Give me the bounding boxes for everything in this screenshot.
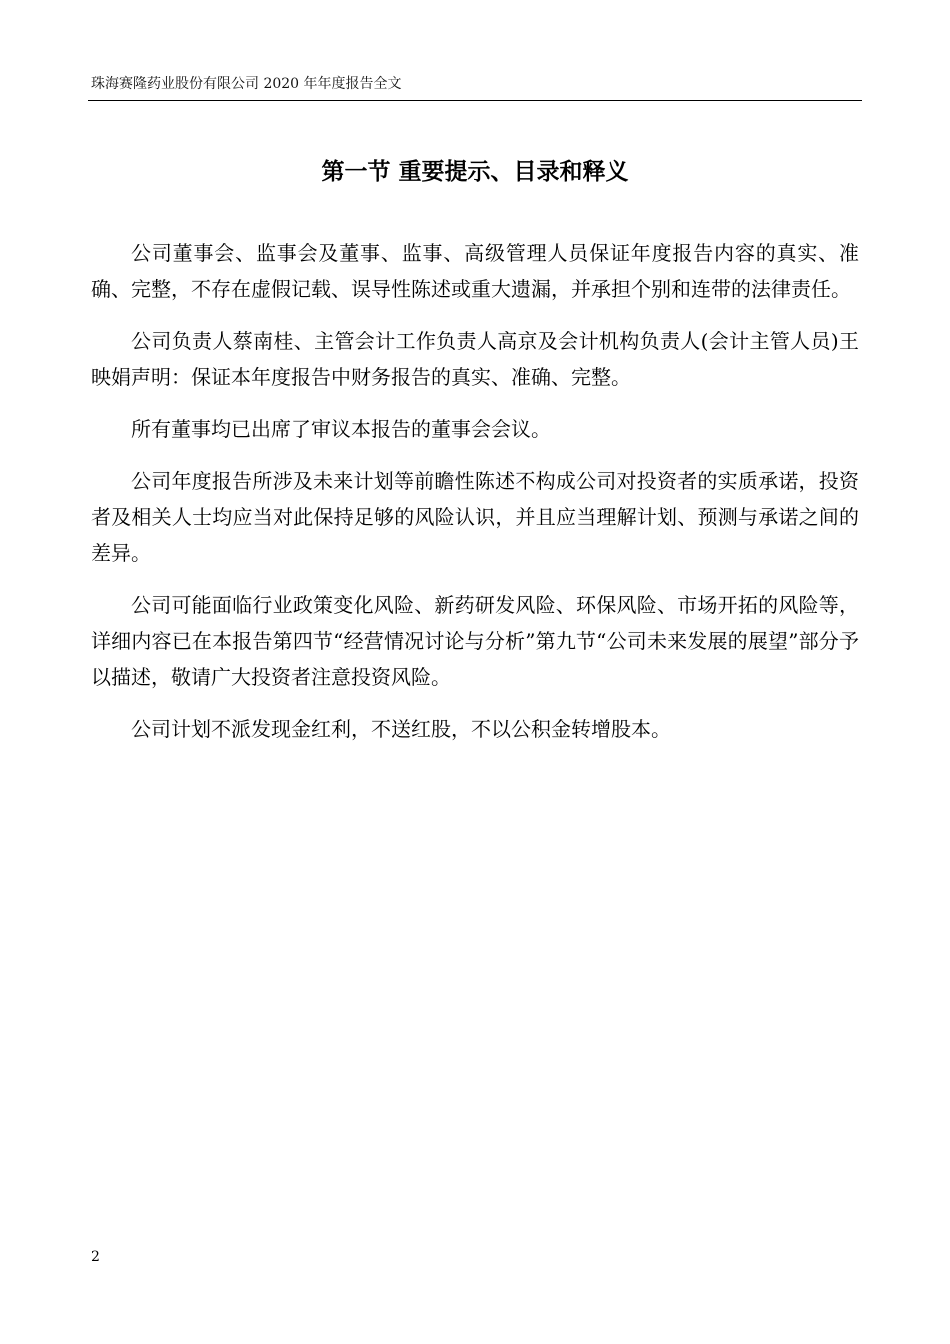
paragraph-board-attendance: 所有董事均已出席了审议本报告的董事会会议。 [131,417,551,441]
paragraph-dividend-plan: 公司计划不派发现金红利，不送红股，不以公积金转增股本。 [131,717,671,741]
page-number: 2 [91,1249,100,1265]
body-text [91,235,859,763]
paragraph-forward-looking: 公司年度报告所涉及未来计划等前瞻性陈述不构成公司对投资者的实质承诺，投资者及相关人士均应当对此保持足够的风险认识，并且应当理解计划、预测与承诺之间的差异。 [91,469,859,565]
header-rule [88,100,862,101]
section-title: 第一节 重要提示、目录和释义 [321,158,629,185]
paragraph-responsibility-statement: 公司董事会、监事会及董事、监事、高级管理人员保证年度报告内容的真实、准确、完整，不存在虚假记载、误导性陈述或重大遗漏，并承担个别和连带的法律责任。 [91,241,859,301]
paragraph-financial-declaration: 公司负责人蔡南桂、主管会计工作负责人高京及会计机构负责人(会计主管人员)王映娟声明：保证本年度报告中财务报告的真实、准确、完整。 [91,329,859,389]
paragraph-risk-notice: 公司可能面临行业政策变化风险、新药研发风险、环保风险、市场开拓的风险等，详细内容已在本报告第四节“经营情况讨论与分析”第九节“公司未来发展的展望”部分予以描述，敬请广大投资者注意投资风险。 [91,593,859,689]
running-header: 珠海赛隆药业股份有限公司 2020 年年度报告全文 [91,76,402,92]
